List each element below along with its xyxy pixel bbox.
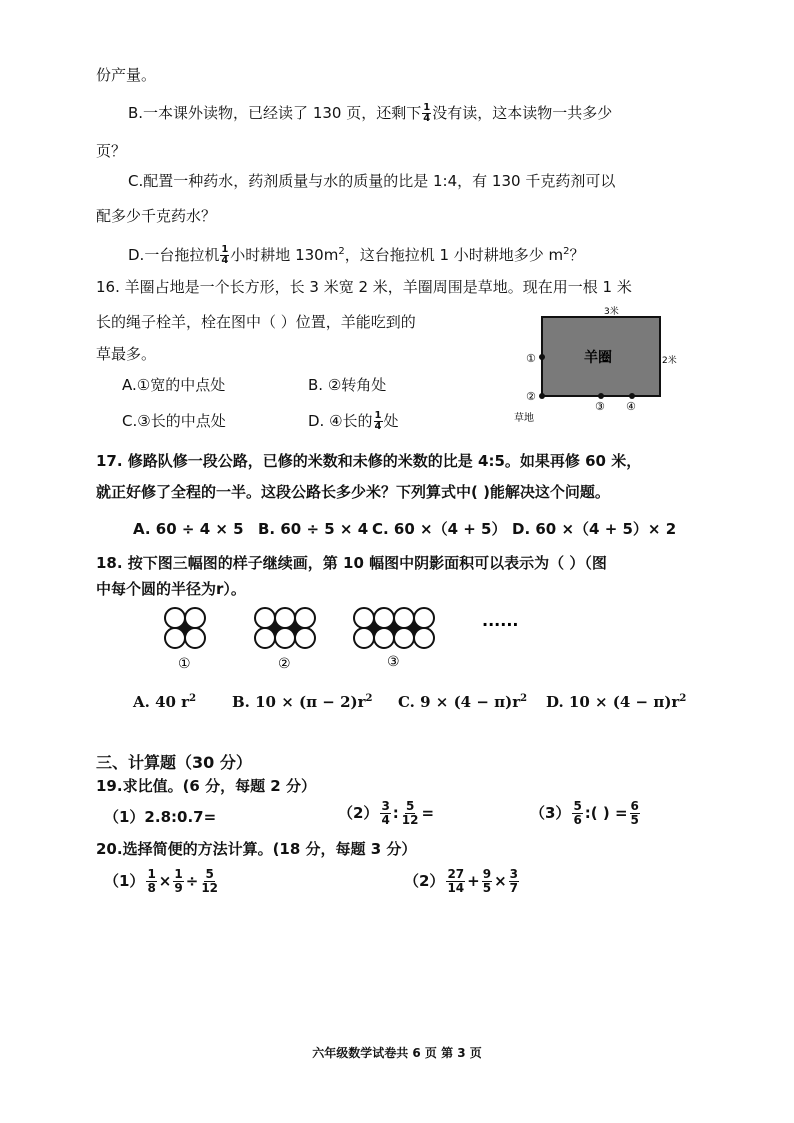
fraction: $\frac{6}{5}$ [630,799,639,827]
q18-option-c: C. $9 \times (4 - \pi)r^2$ [398,693,528,711]
page-footer: 六年级数学试卷共 6 页 第 3 页 [312,1046,482,1060]
marker-2-dot [539,393,545,399]
fraction: $\frac{1}{8}$ [147,867,156,895]
fraction: $\frac{9}{5}$ [482,867,492,895]
q18-line1: 18. 按下图三幅图的样子继续画，第 10 幅图中阴影面积可以表示为（ ）（图 [96,554,607,572]
fraction: $\frac{1}{4}$ [374,410,382,432]
q20-item-1: （1） $\frac{1}{8}$ × $\frac{1}{9}$ ÷ $\frac{5}{12}$ [104,867,219,895]
q18-option-d: D. $10 \times (4 - \pi)r^2$ [546,693,687,711]
q19-item-2: （2） $\frac{3}{4}$ : $\frac{5}{12}$ = [338,799,435,827]
fraction: $\frac{1}{4}$ [423,102,431,124]
q19-item-3: （3） $\frac{5}{6}$ :( ) = $\frac{6}{5}$ [530,799,639,827]
q17-option-d: D. 60 ×（4 + 5）× 2 [512,520,677,538]
q17-option-c: C. 60 ×（4 + 5） [372,520,507,538]
q15-option-c-line2: 配多少千克药水？ [96,207,217,225]
fraction: $\frac{1}{9}$ [174,867,183,895]
length-label: 3米 [604,307,619,317]
marker-4-dot [629,393,635,399]
q16-option-d: D. ④长的 $\frac{1}{4}$ 处 [308,410,399,432]
sheep-pen-figure [508,300,698,430]
fraction: $\frac{3}{7}$ [509,867,519,895]
continuation-dots: ······ [482,615,519,634]
continuation-line: 份产量。 [96,66,157,84]
marker-1-dot [539,354,545,360]
figure-3 [354,608,434,648]
fraction: $\frac{5}{12}$ [201,867,219,895]
figure-2-label: ② [278,656,291,672]
figure-1-label: ① [178,656,191,672]
marker-2-label: ② [526,390,536,403]
fraction: $\frac{27}{14}$ [447,867,465,895]
q16-option-b: B. ②转角处 [308,376,387,394]
q17-line1: 17. 修路队修一段公路，已修的米数和未修的米数的比是 4:5。如果再修 60 米， [96,452,642,470]
q17-line2: 就正好修了全程的一半。这段公路长多少米？下列算式中( )能解决这个问题。 [96,483,610,501]
q16-option-c: C.③长的中点处 [122,412,226,430]
q16-option-a: A.①宽的中点处 [122,376,226,394]
pen-label: 羊圈 [584,350,612,366]
fraction: $\frac{5}{6}$ [573,799,582,827]
q16-line1: 16. 羊圈占地是一个长方形，长 3 米宽 2 米，羊圈周围是草地。现在用一根 1 米 [96,278,632,296]
q18-line2: 中每个圆的半径为r）。 [96,580,246,598]
fraction: $\frac{3}{4}$ [381,799,390,827]
circle-pattern-figures [150,598,690,674]
q19-item-1: （1）2.8:0.7= [104,808,217,826]
marker-3-label: ③ [595,400,605,413]
q18-option-b: B. $10 \times (\pi - 2)r^2$ [232,693,373,711]
width-label: 2米 [662,356,677,366]
q18-option-a: A. 40 $r^2$ [133,693,197,711]
fraction: $\frac{1}{4}$ [221,244,229,266]
grass-label: 草地 [514,413,534,424]
q15-option-b-line2: 页？ [96,142,127,160]
q16-line3: 草最多。 [96,345,157,363]
marker-1-label: ① [526,352,536,365]
q15-option-b-line1: B.一本课外读物，已经读了 130 页，还剩下 $\frac{1}{4}$ 没有读，这本读物一共多少 [128,102,613,124]
marker-4-label: ④ [626,400,636,413]
section-3-title: 三、计算题（30 分） [96,753,252,772]
q15-option-d: D.一台拖拉机 $\frac{1}{4}$ 小时耕地 $130m^2$，这台拖拉机 1 小时耕地多少 $m^2$？ [128,244,585,266]
fraction: $\frac{5}{12}$ [401,799,419,827]
figure-1 [165,608,205,648]
q17-option-b: B. 60 ÷ 5 × 4 [258,520,369,538]
q16-line2: 长的绳子栓羊，栓在图中（ ）位置，羊能吃到的 [96,313,416,331]
q20-title: 20.选择简便的方法计算。(18 分，每题 3 分） [96,840,417,858]
q17-option-a: A. 60 ÷ 4 × 5 [133,520,244,538]
marker-3-dot [598,393,604,399]
figure-2 [255,608,315,648]
figure-3-label: ③ [387,654,400,670]
q20-item-2: （2） $\frac{27}{14}$ + $\frac{9}{5}$ × $\frac{3}{7}$ [404,867,519,895]
q15-option-c-line1: C.配置一种药水，药剂质量与水的质量的比是 1:4，有 130 千克药剂可以 [128,172,616,190]
q19-title: 19.求比值。(6 分，每题 2 分） [96,777,316,795]
